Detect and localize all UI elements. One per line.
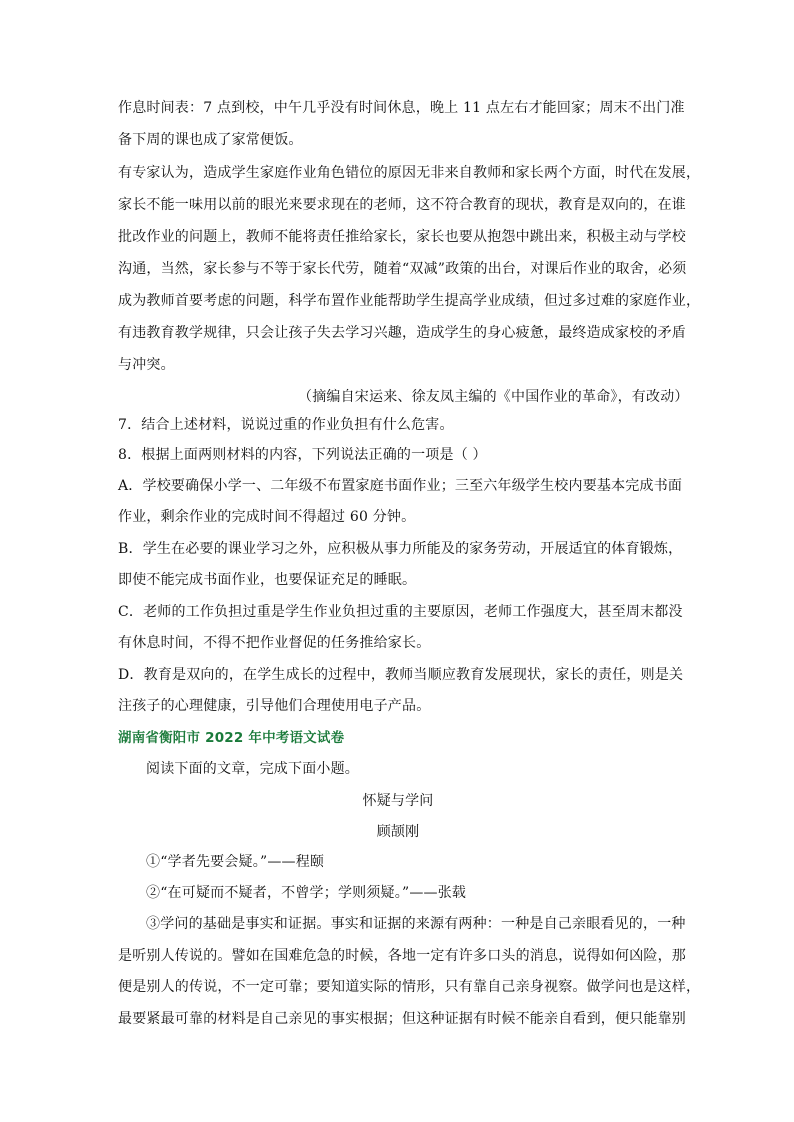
question-7: 7．结合上述材料，说说过重的作业负担有什么危害。 — [118, 417, 454, 433]
article-title: 怀疑与学问 — [362, 793, 434, 809]
article-author: 顾颉刚 — [376, 824, 420, 840]
paragraph-1-line-2: 备下周的课也成了家常便饭。 — [118, 132, 303, 148]
option-d-line-2: 注孩子的心理健康，引导他们合理使用电子产品。 — [118, 698, 431, 714]
question-8: 8．根据上面两则材料的内容，下列说法正确的一项是（ ） — [118, 447, 487, 463]
section-title: 湖南省衡阳市 2022 年中考语文试卷 — [118, 730, 345, 746]
article-paragraph-3-line-2: 是听别人传说的。譬如在国难危急的时候，各地一定有许多口头的消息，说得如何凶险，那 — [118, 948, 686, 964]
option-d-line-1: D．教育是双向的，在学生成长的过程中，教师当顺应教育发展现状，家长的责任，则是关 — [118, 667, 684, 683]
paragraph-2-line-5: 成为教师首要考虑的问题，科学布置作业能帮助学生提高学业成绩，但过多过难的家庭作业， — [118, 293, 701, 309]
article-paragraph-3-line-3: 便是别人的传说，不一定可靠；要知道实际的情形，只有靠自己亲身视察。做学问也是这样， — [118, 979, 701, 995]
option-c-line-1: C．老师的工作负担过重是学生作业负担过重的主要原因，老师工作强度大，甚至周末都没 — [118, 604, 683, 620]
option-b-line-1: B．学生在必要的课业学习之外，应积极从事力所能及的家务劳动，开展适宜的体育锻炼， — [118, 541, 683, 557]
reading-instruction: 阅读下面的文章，完成下面小题。 — [146, 761, 359, 777]
paragraph-2-line-2: 家长不能一味用以前的眼光来要求现在的老师，这不符合教育的现状，教育是双向的，在谁 — [118, 197, 686, 213]
paragraph-2-line-3: 批改作业的问题上，教师不能将责任推给家长，家长也要从抱怨中跳出来，积极主动与学校 — [118, 229, 686, 245]
paragraph-2-line-6: 有违教育教学规律，只会让孩子失去学习兴趣，造成学生的身心疲惫，最终造成家校的矛盾 — [118, 325, 686, 341]
option-b-line-2: 即使不能完成书面作业，也要保证充足的睡眠。 — [118, 572, 417, 588]
option-c-line-2: 有休息时间，不得不把作业督促的任务推给家长。 — [118, 635, 431, 651]
paragraph-2-line-1: 有专家认为，造成学生家庭作业角色错位的原因无非来自教师和家长两个方面，时代在发展， — [118, 165, 701, 181]
paragraph-2-line-7: 与冲突。 — [118, 357, 175, 373]
article-paragraph-3-line-1: ③学问的基础是事实和证据。事实和证据的来源有两种：一种是自己亲眼看见的，一种 — [146, 916, 686, 932]
option-a-line-1: A．学校要确保小学一、二年级不布置家庭书面作业；三至六年级学生校内要基本完成书面 — [118, 478, 683, 494]
paragraph-1-line-1: 作息时间表：7 点到校，中午几乎没有时间休息，晚上 11 点左右才能回家；周末不出门准 — [118, 100, 685, 116]
paragraph-2-line-4: 沟通，当然，家长参与不等于家长代劳，随着“双减”政策的出台，对课后作业的取舍，必须 — [118, 261, 687, 277]
source-note: （摘编自宋运来、徐友凤主编的《中国作业的革命》，有改动） — [298, 389, 689, 405]
article-paragraph-2: ②“在可疑而不疑者，不曾学；学则须疑。”——张载 — [146, 885, 467, 901]
option-a-line-2: 作业，剩余作业的完成时间不得超过 60 分钟。 — [118, 509, 416, 525]
article-paragraph-1: ①“学者先要会疑。”——程颐 — [146, 854, 325, 870]
article-paragraph-3-line-4: 最要紧最可靠的材料是自己亲见的事实根据；但这种证据有时候不能亲自看到，便只能靠别 — [118, 1011, 686, 1027]
